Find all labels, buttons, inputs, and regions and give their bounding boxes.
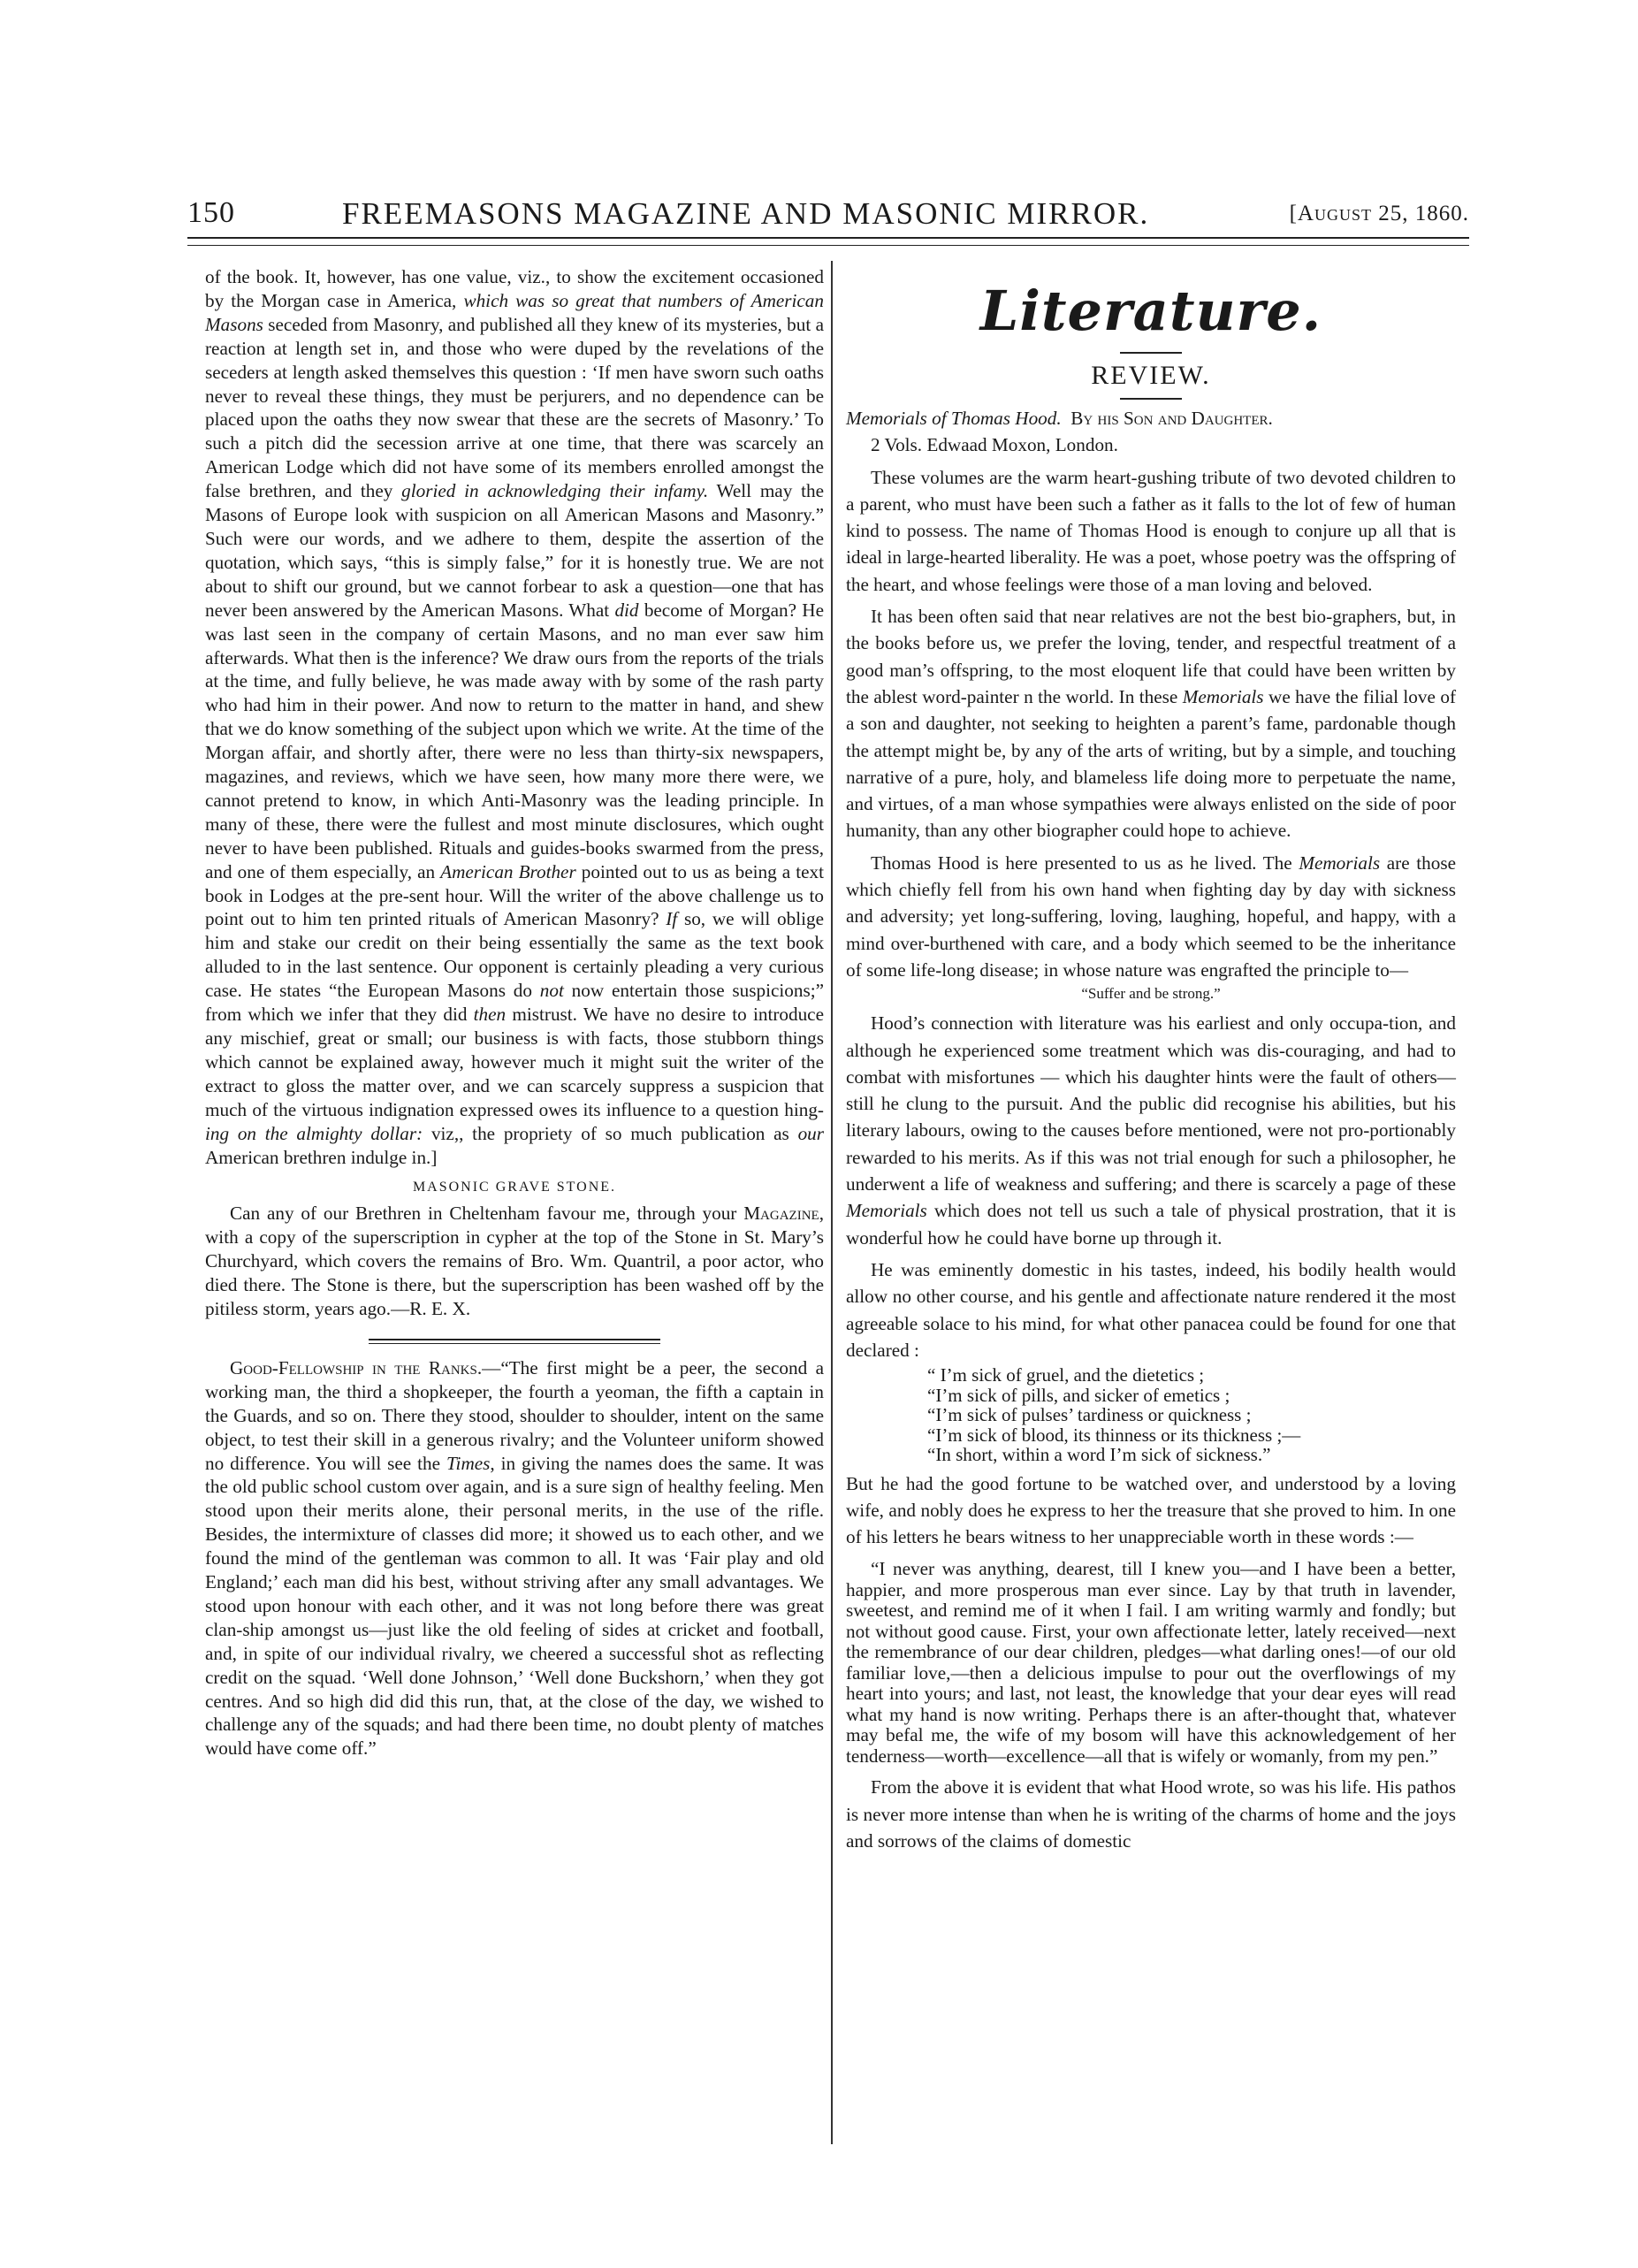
book-details: 2 Vols. Edwaad Moxon, London.: [871, 434, 1118, 456]
closing-paragraph: From the above it is evident that what Hood wrote, so was his life. His pathos is never more intense than when he is writing of the charms of home and the joys and sorrows of the claims of domestic: [846, 1776, 1456, 1852]
column-divider: [831, 261, 833, 2144]
review-paragraph: [846, 850, 1456, 983]
review-paragraph: [846, 464, 1456, 598]
text-run: so, we will oblige him and stake our credit on their being essentially the same as the text book alluded to in the last sentence. Our opponent is certainly pleading a very curious case. He states “the European Masons do: [205, 908, 824, 1002]
text-run: , in giving the names does the same. It was the old public school custom over again, and is a sure sign of healthy feeling. Men stood upon their merits alone, their personal merits, in the use of the rifle. Besides, the intermixture of classes did more; it showed us to each other, and we found the mind of the gentleman was common to all. It was ‘Fair play and old England;’ each man did his best, without striving after any small advantages. We stood upon honour with each other, and it was not long before there was great clan-ship amongst us—just like the old feeling of sides at cricket and football, and, in spite of our individual rivalry, we cheered a successful shot as reflecting credit on the squad. ‘Well done Johnson,’ ‘Well done Buckshorn,’ when they got centres. And so high did did this run, that, at the close of the day, we wished to challenge any of the squads; and had there been time, no doubt plenty of matches would have come off.”: [205, 1452, 825, 1760]
page-header: [187, 196, 1469, 232]
review-paragraphs: [846, 464, 1456, 984]
left-column: [205, 265, 824, 1760]
text-run: American brethren indulge in.]: [205, 1146, 438, 1168]
review-paragraph: [846, 1010, 1456, 1251]
italic-text: Times: [446, 1452, 491, 1474]
review-rule: [1120, 398, 1182, 400]
book-citation: [846, 405, 1456, 431]
text-run: mistrust. We have no desire to introduce any mischief, great or small; our business is with facts, those stubborn things which cannot be explained away, however much it might suit the writer of the extract to gloss the matter over, and we can scarcely suppress a suspicion that much of the virtuous indignation expressed owes its influence to a question hing-: [205, 1004, 824, 1120]
text-run: become of Morgan? He was last seen in the company of certain Masons, and no man ever saw him afterwards. What then is the inference? We draw ours from the reports of the trials at the time, and fully believe, he was made away with by some of the rash party who had him in their power. And now to return to the matter in hand, and shew that we do know something of the subject upon which we write. At the time of the Morgan affair, and shortly after, there were no less than thirty-six newspapers, magazines, and reviews, which we have seen, how many more there were, we cannot pretend to know, in which Anti-Masonry was the leading principle. In many of these, there were the fullest and most minute disclosures, which ought never to have been published. Rituals and guides-books swarmed from the press, and one of them especially, an: [205, 599, 824, 882]
italic-text: American Brother: [440, 860, 576, 882]
masthead-title: FREEMASONS MAGAZINE AND MASONIC MIRROR.: [342, 196, 1150, 231]
issue-date: [August 25, 1860.: [1289, 202, 1469, 225]
text-run: which does not tell us such a tale of physical prostration, that it is wonderful how he could have borne up through it.: [846, 1200, 1456, 1249]
poem-line: “I’m sick of pills, and sicker of emetics ;: [927, 1384, 1230, 1406]
title-rule: [1120, 352, 1182, 354]
text-run: pointed out to us as being a text book in Lodges at the pre-sent hour. Will the writer of the above challenge us to point out to him ten printed rituals of American Masonry?: [205, 860, 825, 930]
text-run: It has been often said that near relatives are not the best bio-graphers, but, in the books before us, we prefer the loving, tender, and respectful treatment of a good man’s offspring, to the most eloquent life that could have been written by the ablest word-painter n the world. In these: [846, 606, 1456, 707]
italic-text: which was so great that numbers of American Masons: [205, 289, 824, 335]
poem-line: “I’m sick of blood, its thinness or its thickness ;—: [927, 1424, 1301, 1446]
header-rule: [187, 237, 1469, 246]
good-fellowship-paragraph: [205, 1356, 824, 1760]
poem-quote: [927, 1365, 1456, 1465]
italic-text: not: [539, 980, 564, 1002]
italic-text: gloried in acknowledging their infamy.: [401, 480, 709, 502]
italic-text: If: [666, 908, 678, 930]
text-run: viz,, the propriety of so much publication as: [423, 1122, 798, 1144]
italic-text: did: [614, 599, 639, 621]
poem-line: “I’m sick of pulses’ tardiness or quickness ;: [927, 1404, 1252, 1426]
italic-text: Memorials: [1299, 851, 1381, 874]
italic-text: then: [473, 1004, 507, 1026]
right-column: [846, 265, 1456, 1854]
poem-line: “In short, within a word I’m sick of sickness.”: [927, 1444, 1271, 1466]
text-run: These volumes are the warm heart-gushing tribute of two devoted children to a parent, who must have been such a father as it falls to the lot of few of human kind to possess. The name of Thomas Hood is enough to conjure up all that is ideal in large-hearted liberality. He was a poet, whose poetry was the offspring of the heart, and whose feelings were those of a man loving and beloved.: [846, 466, 1456, 595]
text-run: of the book. It, however, has one value, viz., to show the excitement occasioned by the Morgan case in America,: [205, 266, 824, 311]
text-run: Well may the Masons of Europe look with suspicion on all American Masons and Masonry.” Such were our words, and we adhere to them, despite the assertion of the quotation, which says, “this is simply false,” for it is honestly true. We are not about to shift our ground, but we cannot forbear to ask a question—one that has never been answered by the American Masons. What: [205, 480, 824, 621]
text-run: now entertain those suspicions;” from which we infer that they did: [205, 980, 825, 1026]
italic-text: our: [797, 1122, 824, 1144]
review-paragraph: [846, 603, 1456, 844]
text-run: we have the filial love of a son and daughter, not seeking to heighten a parent’s fame, pardonable though the attempt might be, by any of the arts of writing, but by a simple, and touching narrative of a pure, holy, and blameless life doing more to perpetuate the name, and virtues, of a man whose sympathies were always enlisted on the side of poor humanity, than any other biographer could hope to achieve.: [846, 685, 1456, 842]
morgan-article-paragraph: [205, 265, 824, 1169]
good-fellowship-heading: Good-Fellowship in the Ranks.: [230, 1356, 483, 1378]
review-paragraph: [846, 1256, 1456, 1363]
text-run: seceded from Masonry, and published all they knew of its mysteries, but a reaction at length set in, and those who were duped by the revelations of the seceders at length asked themselves this question : ‘If men have sworn such oaths never to reveal these things, they must be perjurers, and no dependence can be placed upon the oaths they now swear that these are the secrets of Masonry.’ To such a pitch did the secession arrive at one time, that there was scarcely an American Lodge which did not have some of its members enrolled amongst the false brethren, and they: [205, 313, 824, 502]
page-number: 150: [187, 196, 235, 229]
review-paragraphs-2: [846, 1010, 1456, 1363]
book-title: Memorials of Thomas Hood.: [846, 408, 1062, 429]
italic-text: Memorials: [846, 1200, 927, 1222]
italic-text: ing on the almighty dollar:: [205, 1122, 423, 1144]
grave-stone-letter: [205, 1202, 824, 1321]
text-run: Hood’s connection with literature was his earliest and only occupa-tion, and although he experienced some treatment which was dis-couraging, and had to combat with misfortunes — which his daughter hints were the fault of others—still he clung to the pursuit. And the public did recognise his abilities, but his literary labours, owing to the causes before mentioned, were not pro-portionably rewarded to his merits. As if this was not trial enough for such a philosopher, he underwent a life of weakness and suffering; and there is scarcely a page of these: [846, 1012, 1456, 1195]
text-run: Thomas Hood is here presented to us as he lived. The: [871, 851, 1299, 874]
text-run: —“The first might be a peer, the second a working man, the third a shopkeeper, the fourth a yeoman, the fifth a captain in the Guards, and so on. There they stood, shoulder to shoulder, intent on the same object, to test their skill in a generous rivalry; and the Volunteer uniform showed no difference. You will see the: [205, 1356, 824, 1474]
text-run: He was eminently domestic in his tastes, indeed, his bodily health would allow no other course, and his gentle and affectionate nature rendered it the most agreeable solace to his mind, for what other panacea could be found for one that declared :: [846, 1258, 1456, 1361]
text-run: , with a copy of the superscription in cypher at the top of the Stone in St. Mary’s Churchyard, which covers the remains of Bro. Wm. Quantril, a poor actor, who died there. The Stone is there, but the superscription has been washed off by the pitiless storm, years ago.—R. E. X.: [205, 1203, 824, 1319]
text-run: Can any of our Brethren in Cheltenham favour me, through your: [230, 1203, 744, 1225]
poem-line: “ I’m sick of gruel, and the dietetics ;: [927, 1364, 1205, 1386]
grave-stone-heading: MASONIC GRAVE STONE.: [412, 1180, 617, 1195]
good-fellowship-body: [205, 1357, 824, 1760]
text-run: Magazine: [743, 1203, 819, 1225]
motto: “Suffer and be strong.”: [1081, 985, 1221, 1003]
text-run: are those which chiefly fell from his own hand when fighting day by day with sickness and adversity; yet long-suffering, loving, laughing, hopeful, and happy, with a mind over-burthened with care, and a body which seemed to be the inheritance of some life-long disease; in whose nature was engrafted the principle to—: [846, 851, 1457, 981]
literature-section-title: Literature.: [979, 279, 1322, 343]
italic-text: Memorials: [1182, 685, 1264, 707]
letter-quote: “I never was anything, dearest, till I knew you—and I have been a better, happier, and more prosperous man ever since. Lay by that truth in lavender, sweetest, and remind me of it when I fail. I am writing warmly and fondly; but not without good cause. First, your own affectionate letter, lately received—next the remembrance of our dear children, pledges—what darling ones!—of our old familiar love,—then a delicious impulse to pour out the overflowings of my heart into yours; and last, not least, the knowledge that your dear eyes will read what my hand is now writing. Perhaps there is an after-thought that, whatever may befal me, the wife of my bosom will have this acknowledgement of her tenderness—worth—excellence—all that is wifely or womanly, from my pen.”: [846, 1558, 1456, 1767]
section-rule: [369, 1339, 660, 1344]
book-authors: By his Son and Daughter.: [1070, 408, 1273, 429]
after-poem-paragraph: But he had the good fortune to be watched over, and understood by a loving wife, and nobly does he express to her the treasure that she proved to him. In one of his letters he bears witness to her unappreciable worth in these words :—: [846, 1472, 1456, 1548]
review-heading: REVIEW.: [1091, 361, 1211, 390]
